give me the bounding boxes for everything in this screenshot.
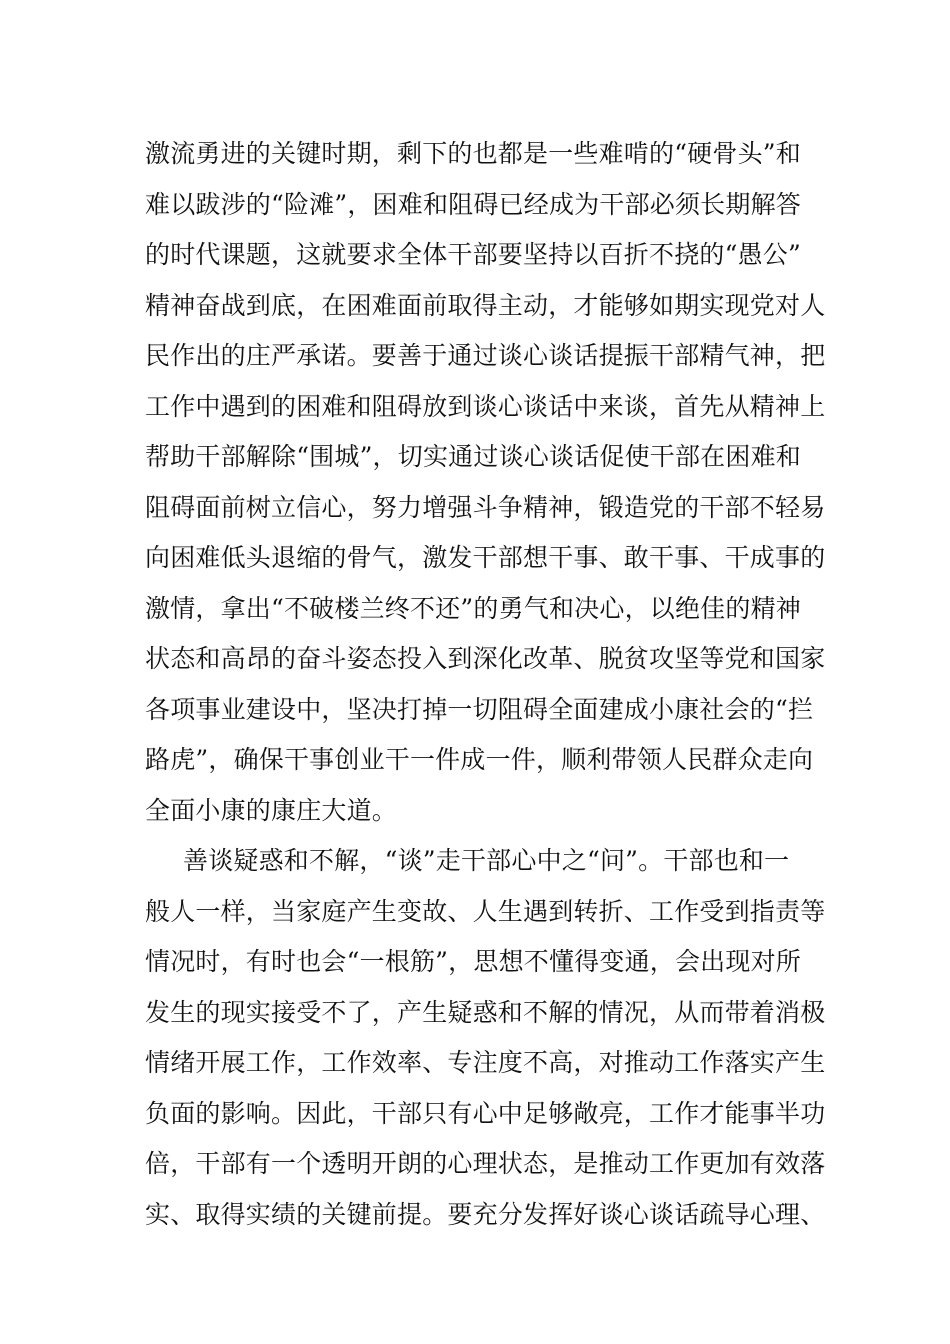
text-line: 倍，干部有一个透明开朗的心理状态，是推动工作更加有效落 [145,1149,826,1178]
text-line: 情绪开展工作，工作效率、专注度不高，对推动工作落实产生 [145,1048,826,1077]
text-line: 各项事业建设中，坚决打掉一切阻碍全面建成小康社会的“拦 [145,694,814,724]
text-line: 精神奋战到底，在困难面前取得主动，才能够如期实现党对人 [145,290,826,320]
text-line: 状态和高昂的奋斗姿态投入到深化改革、脱贫攻坚等党和国家 [145,644,826,673]
text-line: 难以跋涉的“险滩”，困难和阻碍已经成为干部必须长期解答 [145,189,801,219]
text-line: 负面的影响。因此，干部只有心中足够敞亮，工作才能事半功 [145,1098,826,1128]
text-line: 帮助干部解除“围城”，切实通过谈心谈话促使干部在困难和 [145,442,801,471]
text-line: 发生的现实接受不了，产生疑惑和不解的情况，从而带着消极 [145,997,826,1027]
text-line: 的时代课题，这就要求全体干部要坚持以百折不挠的“愚公” [145,240,801,269]
text-line: 全面小康的康庄大道。 [145,795,398,825]
text-line: 实、取得实绩的关键前提。要充分发挥好谈心谈话疏导心理、 [145,1199,826,1229]
text-line: 激流勇进的关键时期，剩下的也都是一些难啃的“硬骨头”和 [145,139,801,168]
text-line: 路虎”，确保干事创业干一件成一件，顺利带领人民群众走向 [145,745,814,774]
body-text [145,133,826,1244]
text-line: 工作中遇到的困难和阻碍放到谈心谈话中来谈，首先从精神上 [145,391,826,421]
text-line: 般人一样，当家庭产生变故、人生遇到转折、工作受到指责等 [145,896,826,926]
text-line: 激情，拿出“不破楼兰终不还”的勇气和决心，以绝佳的精神 [145,593,801,623]
text-line: 情况时，有时也会“一根筋”，思想不懂得变通，会出现对所 [145,947,801,976]
text-line: 阻碍面前树立信心，努力增强斗争精神，锻造党的干部不轻易 [145,492,826,522]
text-line: 向困难低头退缩的骨气，激发干部想干事、敢干事、干成事的 [145,543,826,572]
text-line: 民作出的庄严承诺。要善于通过谈心谈话提振干部精气神，把 [145,341,826,370]
paragraph-start-line: 善谈疑惑和不解，“谈”走干部心中之“问”。干部也和一 [183,846,790,875]
